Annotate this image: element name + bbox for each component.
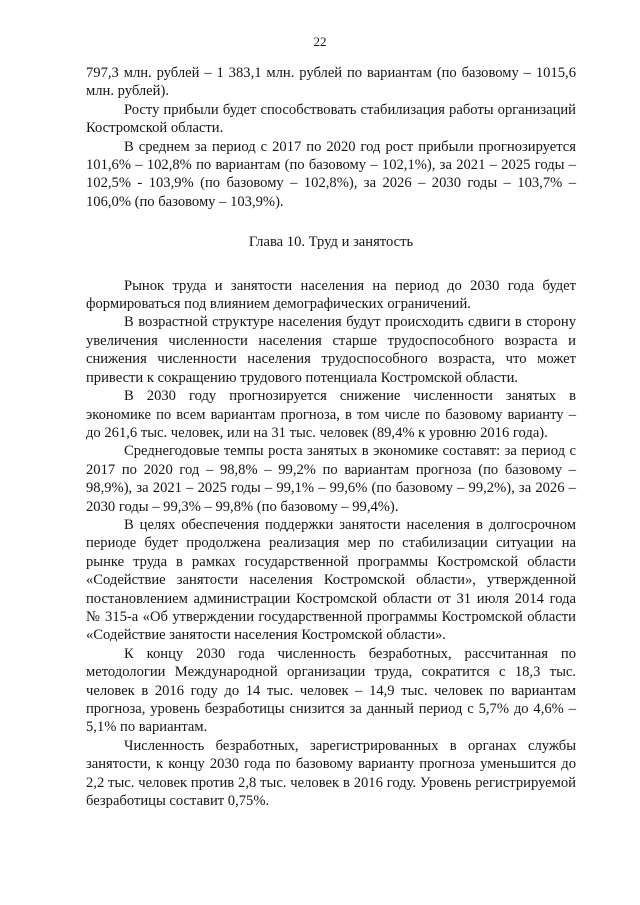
- document-body: [86, 64, 576, 810]
- paragraph-continuation: 797,3 млн. рублей – 1 383,1 млн. рублей по вариантам (по базовому – 1015,6 млн. рублей).: [86, 65, 576, 100]
- paragraph-registered-unemployment: Численность безработных, зарегистрированных в органах службы занятости, к концу 2030 года по базовому варианту прогноза уменьшится до 2,2 тыс. человек против 2,8 тыс. человек в 2016 году. Уровень регистрируемой безработицы составит 0,75%.: [86, 737, 576, 810]
- paragraph-employment-rates: Среднегодовые темпы роста занятых в экономике составят: за период с 2017 по 2020 год – 98,8% – 99,2% по вариантам прогноза (по базовому – 98,9%), за 2021 – 2025 годы – 99,1% – 99,6% (по базовому – 99,2%), за 2026 – 2030 годы – 99,3% – 99,8% (по базовому – 99,4%).: [86, 443, 576, 515]
- chapter-title: Глава 10. Труд и занятость: [248, 234, 414, 251]
- page-number: 22: [313, 34, 327, 49]
- paragraph-unemployment-ilo: К концу 2030 года численность безработных, рассчитанная по методологии Международной организации труда, сократится с 18,3 тыс. человек в 2016 году до 14 тыс. человек – 14,9 тыс. человек по вариантам прогноза, уровень безработицы снизится за данный период с 5,7% до 4,6% – 5,1% по вариантам.: [86, 645, 576, 736]
- paragraph-labour-market: Рынок труда и занятости населения на период до 2030 года будет формироваться под влиянием демографических ограничений.: [86, 277, 576, 313]
- paragraph-profit-forecast: В среднем за период с 2017 по 2020 год рост прибыли прогнозируется 101,6% – 102,8% по вариантам (по базовому – 102,1%), за 2021 – 2025 годы – 102,5% - 103,9% (по базовому – 102,8%), за 2026 – 2030 годы – 103,7% – 106,0% (по базовому – 103,9%).: [86, 138, 576, 210]
- paragraph-state-program: В целях обеспечения поддержки занятости населения в долгосрочном периоде будет продолжена реализация мер по стабилизации ситуации на рынке труда в рамках государственной программы Костромской области «Содействие занятости населения Костромской области», утвержденной постановлением администрации Костромской области от 31 июля 2014 года № 315-а «Об утверждении государственной программы Костромской области «Содействие занятости населения Костромской области».: [86, 516, 576, 644]
- paragraph-age-structure: В возрастной структуре населения будут происходить сдвиги в сторону увеличения численности населения старше трудоспособного возраста и снижения численности населения трудоспособного возраста, что может привести к сокращению трудового потенциала Костромской области.: [86, 314, 576, 386]
- paragraph-employment-2030: В 2030 году прогнозируется снижение численности занятых в экономике по всем вариантам прогноза, в том числе по базовому варианту – до 261,6 тыс. человек, или на 31 тыс. человек (89,4% к уровню 2016 года).: [86, 388, 576, 441]
- paragraph-profit-growth: Росту прибыли будет способствовать стабилизация работы организаций Костромской области.: [86, 101, 576, 137]
